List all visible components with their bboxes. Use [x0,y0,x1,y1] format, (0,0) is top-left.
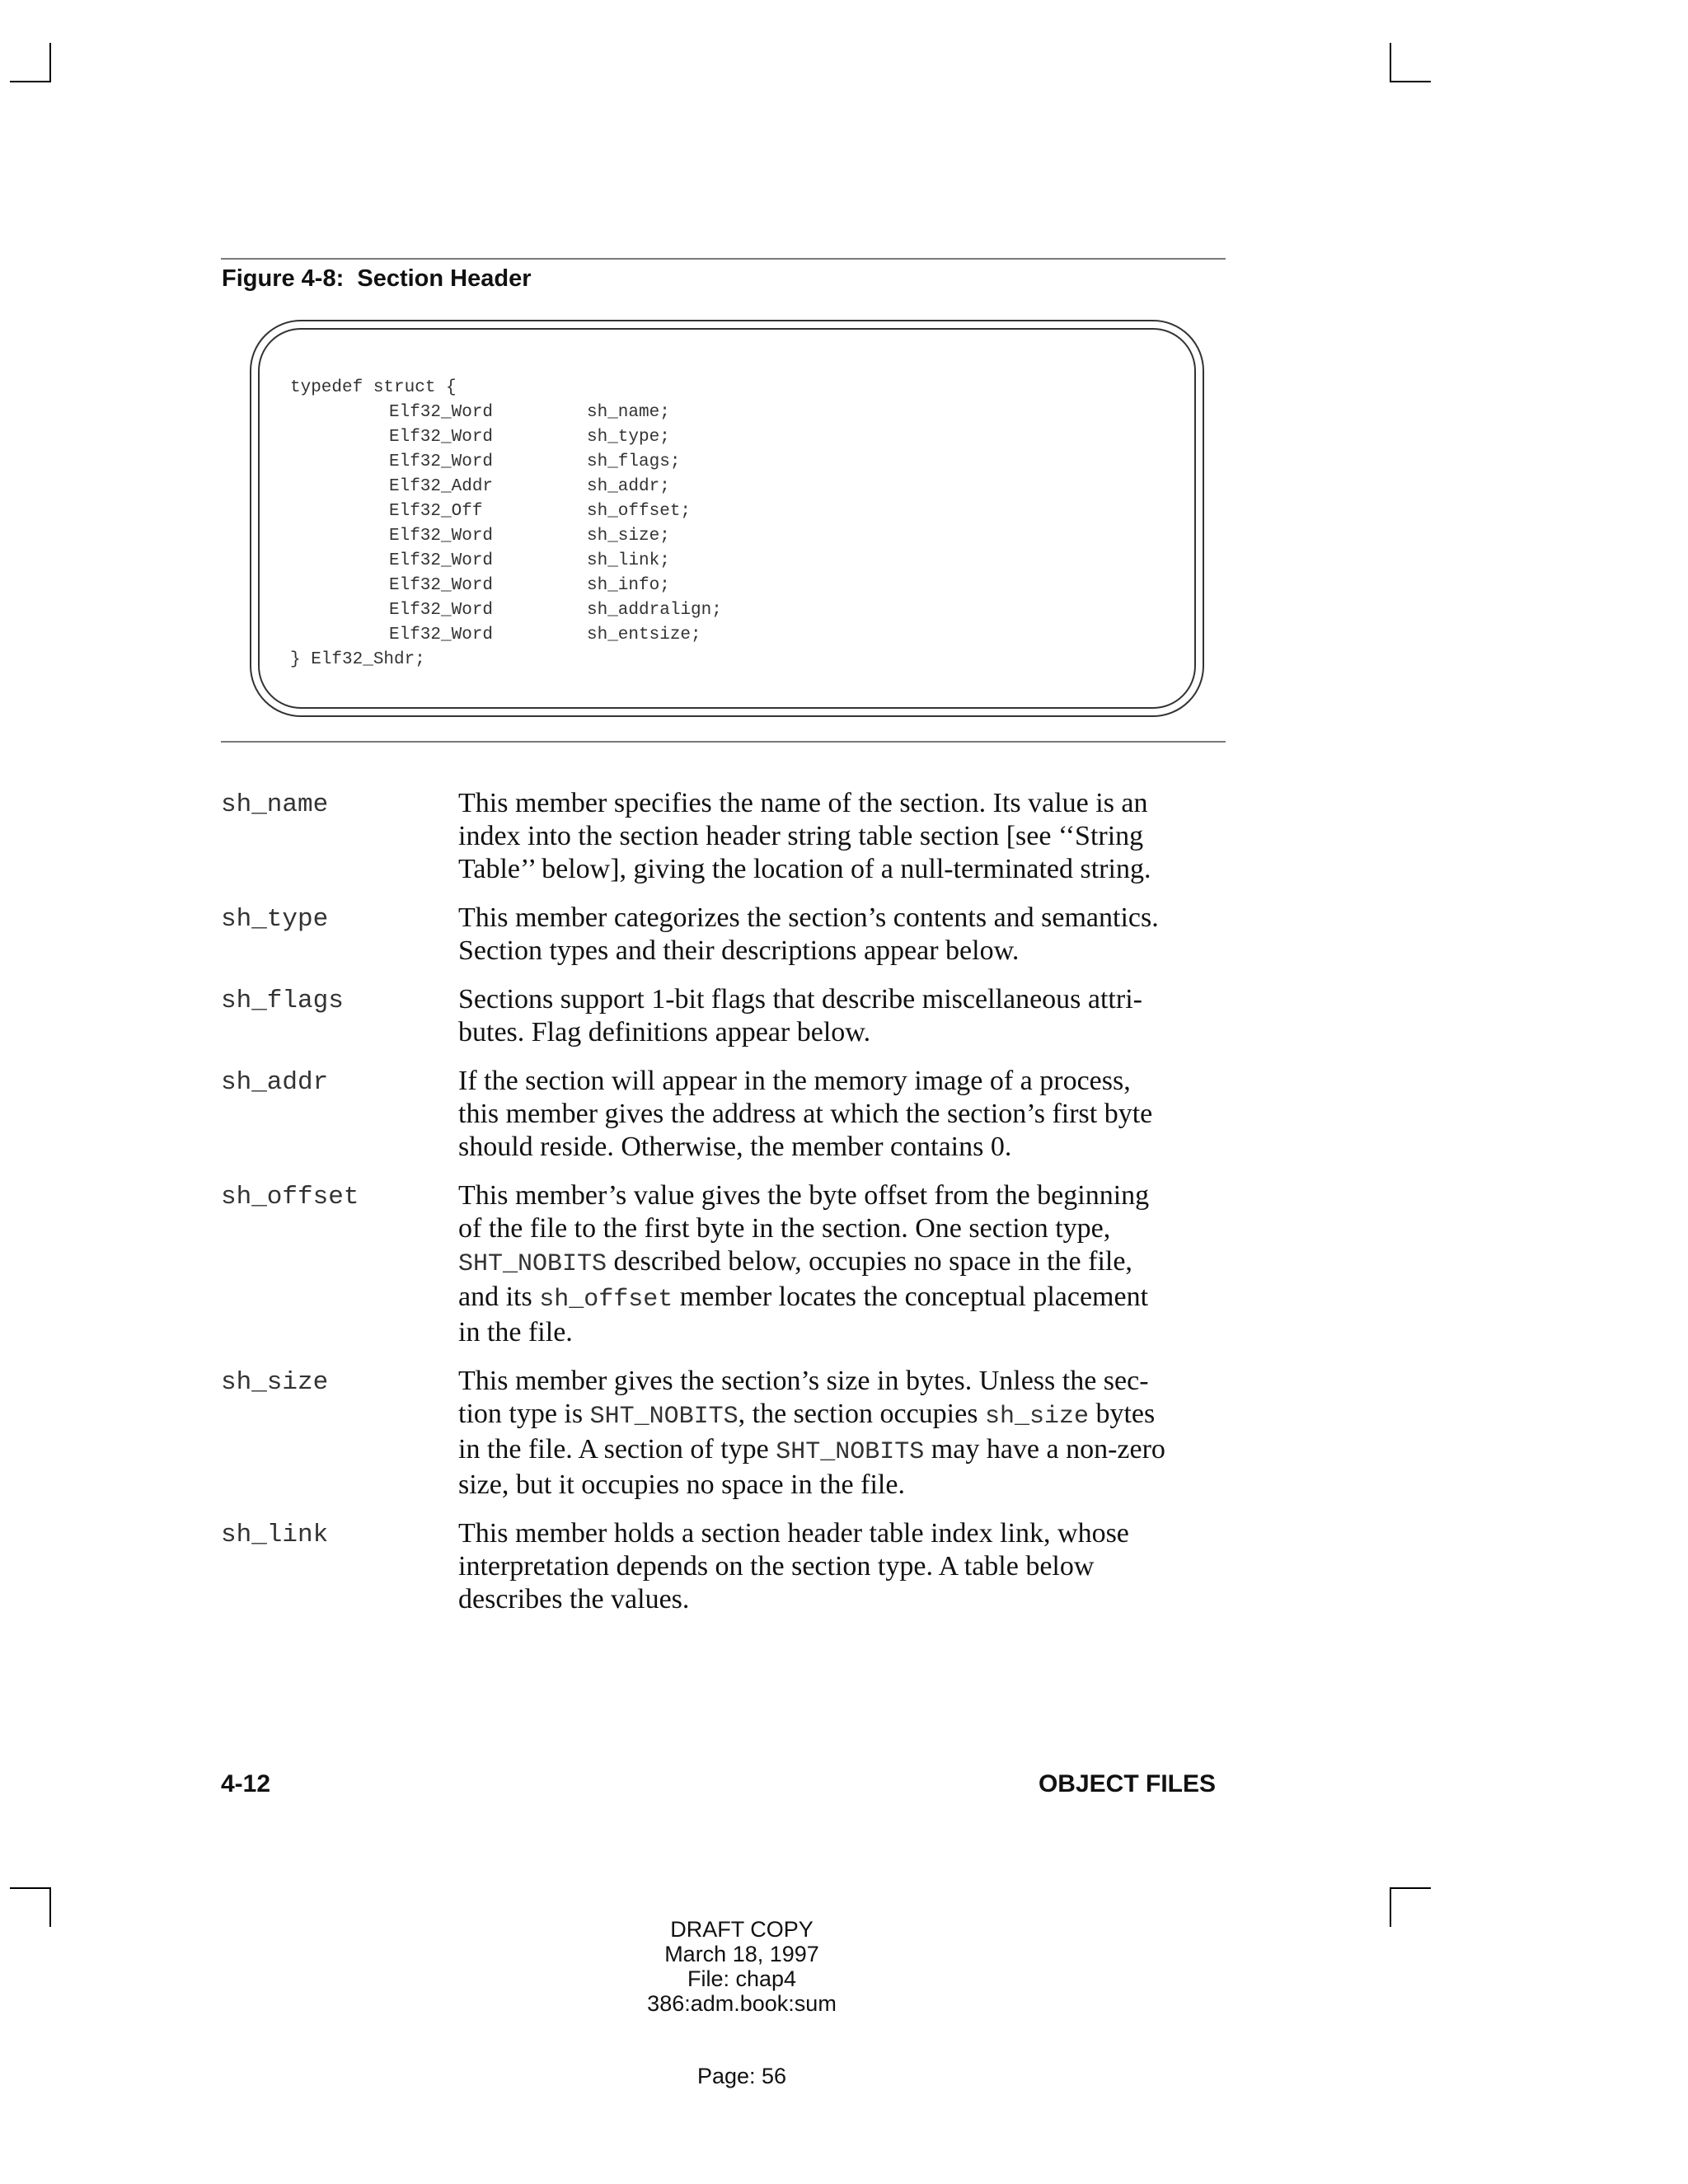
member-description [458,902,1235,968]
description-line [458,1245,1235,1281]
code-field-type: Elf32_Word [389,403,494,422]
code-field-type: Elf32_Off [389,502,483,521]
draft-line: File: chap4 [687,1966,797,1991]
description-line [458,1583,1235,1616]
crop-mark-bottom-right-v [1390,1887,1391,1927]
code-field-line [290,475,670,499]
code-listing [290,376,722,673]
draft-line: 386:adm.book:sum [647,1991,837,2016]
crop-mark-top-right-v [1390,43,1391,82]
code-field-type: Elf32_Word [389,576,494,595]
member-description [458,1065,1235,1164]
code-field-type: Elf32_Word [389,626,494,644]
member-term: sh_flags [221,987,344,1015]
text-run: and its [458,1282,540,1312]
code-field-line [290,598,722,623]
text-run: may have a non-zero [924,1434,1165,1465]
code-field-type: Elf32_Word [389,428,494,447]
footer-chapter: OBJECT FILES [1038,1770,1216,1797]
text-run: Sections support 1-bit flags that describe miscellaneous attri- [458,984,1142,1015]
code-field-type: Elf32_Word [389,551,494,570]
member-term: sh_addr [221,1068,329,1097]
member-definition [221,1179,1235,1349]
code-field-type: Elf32_Word [389,601,494,620]
member-term: sh_type [221,905,329,934]
text-run: This member categorizes the section’s contents and semantics. [458,902,1159,933]
code-field-line [290,524,670,549]
description-line [458,902,1235,935]
description-line [458,1065,1235,1098]
footer-page-ref: 4-12 [221,1770,271,1797]
description-line [458,1179,1235,1212]
description-line [458,1016,1235,1049]
crop-mark-top-right-h [1390,81,1431,82]
text-run: butes. Flag definitions appear below. [458,1017,871,1047]
member-description [458,983,1235,1049]
text-run: Section types and their descriptions appear below. [458,935,1020,966]
member-term: sh_name [221,790,329,819]
code-field-name: sh_type; [587,428,670,447]
member-definition [221,902,1235,968]
crop-mark-bottom-left-v [49,1887,51,1927]
text-run: bytes [1088,1399,1156,1429]
text-run: This member’s value gives the byte offset from the beginning [458,1180,1150,1211]
text-run: , the section occupies [738,1399,985,1429]
crop-mark-top-left-h [10,81,51,82]
code-token: SHT_NOBITS [589,1403,738,1431]
text-run: This member specifies the name of the section. Its value is an [458,788,1148,818]
code-field-name: sh_addr; [587,477,670,496]
code-field-name: sh_link; [587,551,670,570]
description-line [458,1433,1235,1469]
member-term: sh_link [221,1521,329,1549]
member-term: sh_size [221,1368,329,1397]
member-definition [221,787,1235,886]
code-field-name: sh_offset; [587,502,692,521]
text-run: member locates the conceptual placement [673,1282,1149,1312]
code-field-name: sh_info; [587,576,670,595]
code-field-line [290,425,670,450]
code-field-name: sh_addralign; [587,601,722,620]
code-token: SHT_NOBITS [458,1250,607,1278]
description-line [458,1469,1235,1502]
text-run: interpretation depends on the section type. A table below [458,1551,1095,1582]
text-run: this member gives the address at which the section’s first byte [458,1099,1153,1129]
description-line [458,1131,1235,1164]
code-token: sh_size [984,1403,1089,1431]
code-field-name: sh_entsize; [587,626,701,644]
text-run: Table’’ below], giving the location of a null-terminated string. [458,854,1151,884]
member-term: sh_offset [221,1183,359,1212]
crop-mark-bottom-right-h [1390,1887,1431,1889]
code-field-type: Elf32_Addr [389,477,494,496]
code-field-type: Elf32_Word [389,452,494,471]
member-definition [221,1065,1235,1164]
member-definition [221,1365,1235,1502]
figure-top-rule [221,258,1226,260]
crop-mark-bottom-left-h [10,1887,51,1889]
text-run: This member holds a section header table index link, whose [458,1518,1129,1549]
description-line [458,1212,1235,1245]
text-run: of the file to the first byte in the section. One section type, [458,1213,1111,1244]
member-description [458,1179,1235,1349]
text-run: size, but it occupies no space in the file. [458,1469,905,1500]
code-open-line: typedef struct { [290,378,457,397]
text-run: describes the values. [458,1584,690,1615]
code-field-name: sh_size; [587,527,670,546]
text-run: index into the section header string table section [see ‘‘String [458,821,1144,851]
description-line [458,1281,1235,1316]
description-line [458,935,1235,968]
figure-caption: Figure 4-8: Section Header [222,265,532,292]
code-field-name: sh_flags; [587,452,681,471]
draft-line: DRAFT COPY [670,1917,814,1942]
member-description [458,787,1235,886]
description-line [458,1098,1235,1131]
code-token: sh_offset [539,1286,673,1314]
description-line [458,1365,1235,1398]
crop-mark-top-left-v [49,43,51,82]
text-run: tion type is [458,1399,590,1429]
member-definition [221,1517,1235,1616]
member-definitions [221,787,1235,1632]
member-description [458,1517,1235,1616]
description-line [458,1550,1235,1583]
draft-stamp [577,1917,907,2016]
code-field-line [290,499,692,524]
code-token: SHT_NOBITS [776,1438,925,1466]
description-line [458,853,1235,886]
draft-line: March 18, 1997 [664,1942,819,1966]
text-run: should reside. Otherwise, the member contains 0. [458,1132,1012,1162]
description-line [458,1316,1235,1349]
code-field-name: sh_name; [587,403,670,422]
text-run: in the file. A section of type [458,1434,776,1465]
text-run: This member gives the section’s size in bytes. Unless the sec- [458,1366,1149,1396]
code-close-line: } Elf32_Shdr; [290,650,425,669]
text-run: in the file. [458,1317,573,1347]
description-line [458,820,1235,853]
code-field-line [290,549,670,574]
description-line [458,1517,1235,1550]
figure-bottom-rule [221,741,1226,743]
draft-page-number: Page: 56 [696,2064,787,2088]
text-run: described below, occupies no space in the file, [607,1246,1132,1277]
code-field-type: Elf32_Word [389,527,494,546]
text-run: If the section will appear in the memory image of a process, [458,1066,1131,1096]
description-line [458,787,1235,820]
description-line [458,1398,1235,1433]
description-line [458,983,1235,1016]
member-definition [221,983,1235,1049]
code-field-line [290,450,681,475]
code-field-line [290,574,670,598]
code-field-line [290,623,701,648]
member-description [458,1365,1235,1502]
code-field-line [290,401,670,425]
